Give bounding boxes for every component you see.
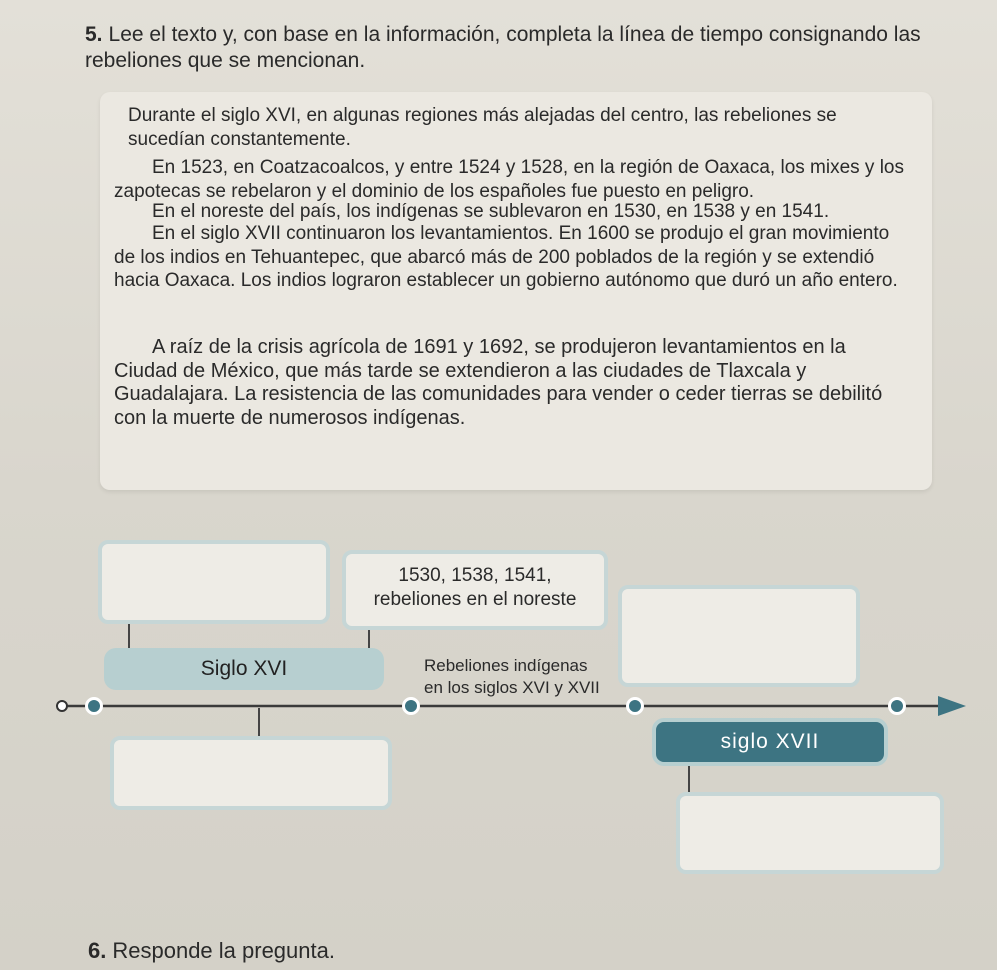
- reading-paragraph-3: En el noreste del país, los indígenas se sublevaron en 1530, en 1538 y en 1541.: [152, 201, 830, 222]
- activity-5-text: Lee el texto y, con base en la información, completa la línea de tiempo consignando las rebeliones que se mencionan.: [85, 23, 921, 72]
- timeline-box-1530-noreste: [342, 550, 608, 630]
- activity-6-prompt: Responde la pregunta.: [112, 938, 335, 963]
- timeline-answer-box-3[interactable]: [110, 736, 392, 810]
- activity-5-number: 5.: [85, 23, 103, 46]
- tick-box-4: [688, 766, 690, 794]
- timeline-point-4: [888, 697, 906, 715]
- tick-box-3: [258, 708, 260, 736]
- timeline-answer-box-1[interactable]: [98, 540, 330, 624]
- reading-paragraph-1: Durante el siglo XVI, en algunas regiones más alejadas del centro, las rebeliones se sucedían constantemente.: [128, 105, 837, 150]
- box-1530-line-1: 1530, 1538, 1541,: [398, 565, 552, 586]
- timeline-answer-box-2[interactable]: [618, 585, 860, 687]
- siglo-xvii-label: [652, 718, 888, 766]
- siglo-xvi-label: [104, 648, 384, 690]
- timeline-point-2: [402, 697, 420, 715]
- activity-6: [88, 938, 335, 964]
- tick-box-1: [128, 624, 130, 648]
- timeline-answer-box-4[interactable]: [676, 792, 944, 874]
- tick-box-1530: [368, 630, 370, 648]
- activity-6-number: 6.: [88, 938, 107, 963]
- timeline-point-1: [85, 697, 103, 715]
- siglo-xvi-text: Siglo XVI: [200, 657, 288, 680]
- reading-paragraph-2: En 1523, en Coatzacoalcos, y entre 1524 y 1528, en la región de Oaxaca, los mixes y los zapotecas se rebelaron y el dominio de los españoles fue puesto en peligro.: [114, 157, 905, 202]
- timeline-title: [424, 655, 600, 699]
- timeline-point-3: [626, 697, 644, 715]
- reading-paragraph-5: A raíz de la crisis agrícola de 1691 y 1692, se produjeron levantamientos en la Ciudad de México, que más tarde se extendieron a las ciudades de Tlaxcala y Guadalajara. La resistencia de las comunidades para vender o ceder tierras se debilitó con la muerte de numerosos indígenas.: [114, 336, 883, 429]
- box-1530-line-2: rebeliones en el noreste: [373, 589, 577, 610]
- reading-paragraph-4: En el siglo XVII continuaron los levantamientos. En 1600 se produjo el gran movimiento de los indios en Tehuantepec, que abarcó más de 200 poblados de la región y se extendió hacia Oaxaca. Los indios lograron establecer un gobierno autónomo que duró un año entero.: [114, 223, 898, 291]
- siglo-xvii-text: siglo XVII: [720, 730, 820, 753]
- timeline-title-line-2: en los siglos XVI y XVII: [424, 678, 600, 697]
- timeline-title-line-1: Rebeliones indígenas: [424, 656, 588, 675]
